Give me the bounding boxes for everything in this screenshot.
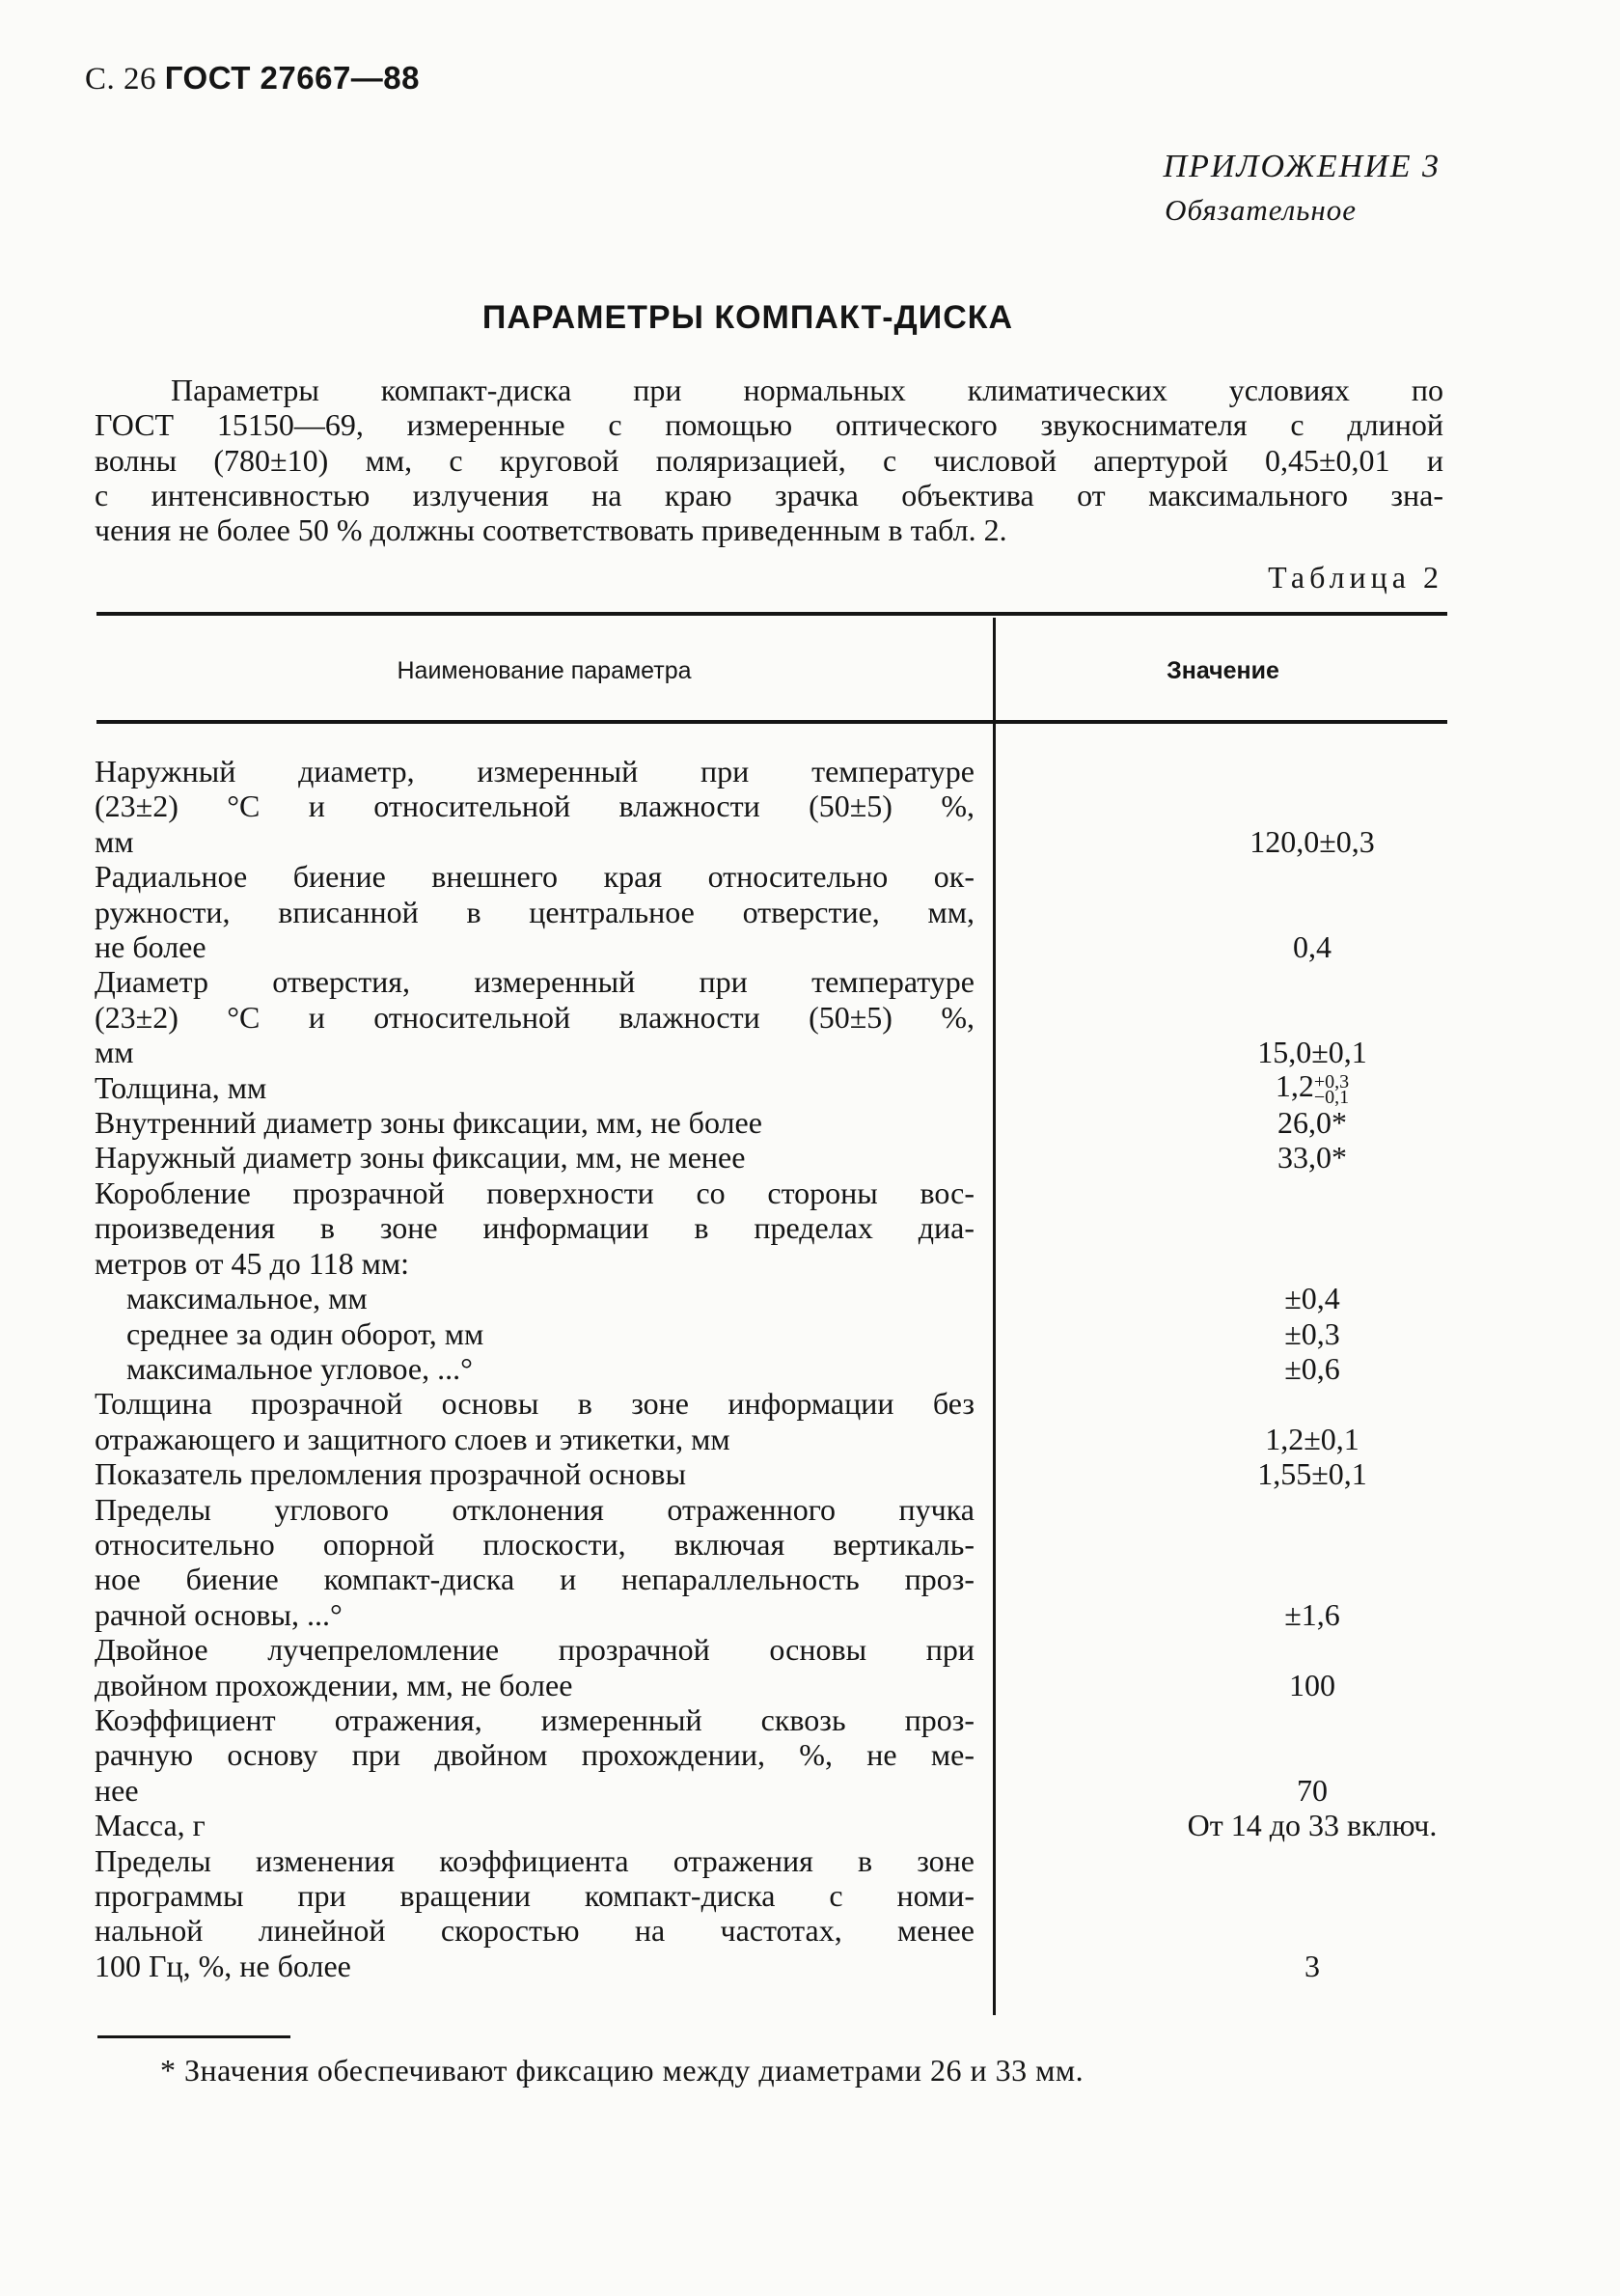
parameter-value [1090,1422,1534,1456]
tolerance-minus: −0,1 [1313,1087,1350,1109]
table-row [95,754,1375,859]
parameter-name-line: нее [95,1772,139,1808]
parameter-name-line: программы при вращении компакт-диска с номи- [95,1878,975,1913]
table-row [95,859,1332,965]
parameter-name-line: Коробление прозрачной поверхности со стороны вос- [95,1175,975,1210]
parameter-name [95,1316,975,1351]
parameter-name-line: Диаметр отверстия, измеренный при температуре [95,964,975,1000]
parameter-value [1090,1068,1534,1109]
table-row [95,1808,1438,1843]
parameter-name-line: не более [95,929,206,965]
parameter-name [95,1492,975,1633]
parameter-value [1090,1281,1534,1315]
parameter-name [95,964,975,1069]
parameter-name [95,1140,975,1175]
table-top-rule [96,612,1447,616]
table-row [95,1386,1359,1456]
parameter-name-line: (23±2) °С и относительной влажности (50±5) %, [95,999,975,1035]
parameter-name-line: (23±2) °С и относительной влажности (50±5) %, [95,788,975,824]
parameter-name-line: Коэффициент отражения, измеренный сквозь проз- [95,1701,975,1737]
intro-line: с интенсивностью излучения на краю зрачка объектива от максимального зна- [95,477,1443,512]
table-row [95,1632,1335,1702]
parameter-name-line: двойном прохождении, мм, не более [95,1667,573,1702]
parameter-name [95,1808,975,1842]
parameter-name [95,1281,975,1315]
parameter-name [95,754,975,859]
parameter-value-text: ±0,6 [1284,1350,1340,1386]
table-label: Таблица 2 [1268,560,1443,595]
parameter-name-line: рачной основы, ...° [95,1596,343,1632]
page-title: ПАРАМЕТРЫ КОМПАКТ-ДИСКА [481,299,1014,336]
parameter-value-text: 70 [1297,1772,1328,1808]
parameter-name [95,859,975,964]
parameter-value-text: От 14 до 33 включ. [1187,1808,1438,1843]
parameter-name-line: мм [95,1035,134,1070]
footnote-rule [97,2035,290,2038]
table-column-divider [993,618,996,2015]
parameter-name-line: Наружный диаметр, измеренный при температуре [95,754,975,788]
parameter-name-line: мм [95,823,134,859]
parameter-name-line: Показатель преломления прозрачной основы [95,1456,686,1492]
parameter-name-line: Наружный диаметр зоны фиксации, мм, не менее [95,1140,746,1176]
table-row [95,1842,1320,1984]
parameter-value-text: 1,55±0,1 [1257,1456,1367,1492]
parameter-name [95,1632,975,1702]
table-row [95,1105,1347,1141]
parameters-table-body [95,754,1438,1983]
parameter-name [95,1070,975,1105]
intro-line: волны (780±10) мм, с круговой поляризацией, с числовой апертурой 0,45±0,01 и [95,442,1443,478]
parameter-value [1090,1316,1534,1351]
parameter-value-text: 100 [1289,1667,1335,1702]
parameter-name-line: Толщина, мм [95,1069,267,1105]
parameter-value [1090,1456,1534,1491]
parameter-name-line: 100 Гц, %, не более [95,1948,351,1983]
parameter-name-line: Пределы углового отклонения отраженного пучка [95,1491,975,1527]
table-row [95,1176,975,1281]
parameter-name-line: максимальное угловое, ...° [126,1350,473,1386]
parameter-name-line: среднее за один оборот, мм [126,1315,484,1351]
table-row [95,1350,1340,1386]
page-number: С. 26 [85,62,157,97]
parameter-name [95,1386,975,1456]
parameter-name-line: ное биение компакт-диска и непараллельность проз- [95,1562,975,1597]
parameter-name-line: рачную основу при двойном прохождении, %, не ме- [95,1737,975,1773]
parameter-value [1090,1140,1534,1175]
column-header-name: Наименование параметра [397,657,692,684]
parameter-value [1090,1597,1534,1632]
parameter-value [1090,1351,1534,1386]
parameter-value [1090,929,1534,964]
intro-paragraph [95,373,1443,547]
parameter-value-text: 120,0±0,3 [1249,823,1375,859]
appendix-label: ПРИЛОЖЕНИЕ 3 [1163,149,1441,184]
table-row [95,1701,1328,1808]
page-header [85,60,420,97]
parameter-value [1090,1668,1534,1702]
parameter-value [1090,1773,1534,1808]
table-row [95,1281,1340,1316]
parameter-value [1090,1035,1534,1069]
footnote: * Значения обеспечивают фиксацию между диаметрами 26 и 33 мм. [160,2053,1085,2088]
parameter-value-text: 33,0* [1277,1140,1347,1176]
parameter-value-text: 26,0* [1277,1105,1347,1141]
parameter-name [95,1843,975,1984]
parameter-name-line: Толщина прозрачной основы в зоне информации без [95,1386,975,1422]
parameter-name [95,1176,975,1281]
parameter-value-text: 3 [1304,1948,1320,1983]
parameter-value [1090,1808,1534,1842]
parameter-name [95,1105,975,1140]
standard-number: ГОСТ 27667—88 [164,60,421,96]
parameter-name-line: Пределы изменения коэффициента отражения в зоне [95,1842,975,1878]
table-row [95,1140,1347,1176]
tolerance-plus: +0,3 [1313,1071,1350,1093]
parameter-name-line: Радиальное биение внешнего края относительно ок- [95,859,975,895]
table-row [95,1491,1340,1633]
parameter-name-line: нальной линейной скоростью на частотах, менее [95,1913,975,1949]
appendix-status: Обязательное [1165,193,1357,227]
parameter-name [95,1351,975,1386]
parameter-value-text: 1,2 [1275,1068,1314,1104]
intro-line: ГОСТ 15150—69, измеренные с помощью оптического звукоснимателя с длиной [95,407,1443,443]
column-header-value: Значение [1167,657,1279,684]
parameter-name-line: метров от 45 до 118 мм: [95,1245,409,1281]
parameter-name-line: максимальное, мм [126,1281,368,1316]
parameter-name-line: ружности, вписанной в центральное отверстие, мм, [95,894,975,929]
parameter-value-text: ±0,3 [1284,1315,1340,1351]
parameter-value-text: 15,0±0,1 [1257,1035,1367,1070]
parameter-name-line: относительно опорной плоскости, включая вертикаль- [95,1526,975,1562]
intro-line: чения не более 50 % должны соответствовать приведенным в табл. 2. [95,512,1007,548]
table-header-rule [96,720,1447,724]
parameter-name-line: отражающего и защитного слоев и этикетки, мм [95,1421,730,1456]
parameter-name-line: Масса, г [95,1808,206,1843]
parameter-name-line: произведения в зоне информации в пределах диа- [95,1210,975,1246]
table-row [95,1068,1350,1109]
parameter-value-text: 0,4 [1293,929,1332,965]
table-row [95,964,1367,1070]
table-row [95,1456,1367,1492]
parameter-value [1090,824,1534,859]
parameter-value-text: ±1,6 [1284,1596,1340,1632]
parameter-name [95,1456,975,1491]
parameter-name-line: Внутренний диаметр зоны фиксации, мм, не более [95,1105,762,1141]
intro-line: Параметры компакт-диска при нормальных климатических условиях по [171,373,1443,407]
parameter-value-text: ±0,4 [1284,1281,1340,1316]
parameter-name-line: Двойное лучепреломление прозрачной основы при [95,1632,975,1668]
parameter-name [95,1702,975,1808]
table-row [95,1315,1340,1351]
tolerance [1313,1071,1350,1109]
parameter-value [1090,1105,1534,1140]
parameter-value [1090,1949,1534,1983]
parameter-value-text: 1,2±0,1 [1265,1421,1359,1456]
